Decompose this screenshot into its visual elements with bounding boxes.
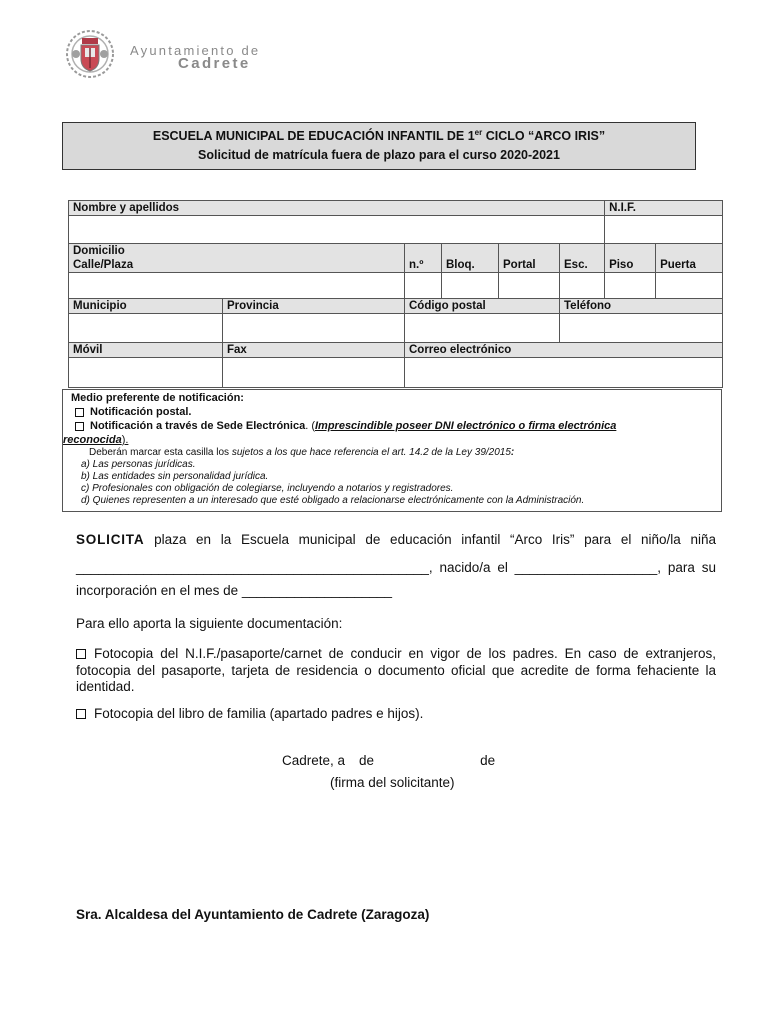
date-line: Cadrete, a de de xyxy=(282,753,496,768)
municipio-label: Municipio xyxy=(69,299,223,314)
municipio-field[interactable] xyxy=(69,314,223,343)
notification-item-c: c) Profesionales con obligación de colegiarse, incluyendo a notarios y registradores. xyxy=(81,483,454,494)
provincia-label: Provincia xyxy=(223,299,405,314)
checkbox-icon[interactable] xyxy=(76,709,86,719)
notification-box xyxy=(62,389,722,512)
recipient-line: Sra. Alcaldesa del Ayuntamiento de Cadrete (Zaragoza) xyxy=(76,907,430,922)
solicita-paragraph: SOLICITA plaza en la Escuela municipal de educación infantil “Arco Iris” para el niño/la niña xyxy=(76,532,716,547)
org-name-line2: Cadrete xyxy=(178,55,251,72)
provincia-field[interactable] xyxy=(223,314,405,343)
piso-field[interactable] xyxy=(605,273,656,299)
telefono-field[interactable] xyxy=(560,314,723,343)
cp-field[interactable] xyxy=(405,314,560,343)
correo-field[interactable] xyxy=(405,358,723,388)
child-name-birthdate-line[interactable]: _______________________________________________, nacido/a el ___________________, para su xyxy=(76,560,716,575)
applicant-form-table xyxy=(68,200,723,388)
notification-option-electronic-cont: reconocida). xyxy=(63,434,129,446)
org-name-line1: Ayuntamiento de xyxy=(130,43,261,58)
title-line1: ESCUELA MUNICIPAL DE EDUCACIÓN INFANTIL DE 1er CICLO “ARCO IRIS” xyxy=(152,127,606,143)
title-box xyxy=(62,122,696,170)
checkbox-icon[interactable] xyxy=(75,408,84,417)
notification-item-d: d) Quienes representen a un interesado que esté obligado a relacionarse electrónicamente con la Administración. xyxy=(81,495,585,506)
document-item-nif: Fotocopia del N.I.F./pasaporte/carnet de conducir en vigor de los padres. En caso de extranjeros, fotocopia del pasaporte, tarjeta de residencia o documento oficial que acredite de forma fehaciente la identidad. xyxy=(76,646,716,694)
puerta-field[interactable] xyxy=(656,273,723,299)
notification-title: Medio preferente de notificación: xyxy=(71,392,244,404)
nif-label: N.I.F. xyxy=(605,201,723,216)
notification-intro: Deberán marcar esta casilla los sujetos a los que hace referencia el art. 14.2 de la Ley 39/2015: xyxy=(89,447,515,458)
portal-label: Portal xyxy=(499,244,560,273)
bloq-field[interactable] xyxy=(442,273,499,299)
document-item-libro-familia: Fotocopia del libro de familia (apartado padres e hijos). xyxy=(76,706,423,721)
correo-label: Correo electrónico xyxy=(405,343,723,358)
notification-item-a: a) Las personas jurídicas. xyxy=(81,459,196,470)
checkbox-icon[interactable] xyxy=(75,422,84,431)
coat-of-arms-logo xyxy=(64,28,120,80)
numero-label: n.º xyxy=(405,244,442,273)
bloq-label: Bloq. xyxy=(442,244,499,273)
domicilio-label: Domicilio Calle/Plaza xyxy=(69,244,405,273)
calle-field[interactable] xyxy=(69,273,405,299)
portal-field[interactable] xyxy=(499,273,560,299)
fax-field[interactable] xyxy=(223,358,405,388)
signature-label: (firma del solicitante) xyxy=(330,775,455,790)
checkbox-icon[interactable] xyxy=(76,649,86,659)
movil-field[interactable] xyxy=(69,358,223,388)
nombre-field[interactable] xyxy=(69,216,605,244)
title-line2: Solicitud de matrícula fuera de plazo para el curso 2020-2021 xyxy=(198,148,560,162)
telefono-label: Teléfono xyxy=(560,299,723,314)
cp-label: Código postal xyxy=(405,299,560,314)
notification-option-electronic[interactable]: Notificación a través de Sede Electrónica . ( Imprescindible poseer DNI electrónico o firma electrónica xyxy=(75,419,721,433)
esc-label: Esc. xyxy=(560,244,605,273)
fax-label: Fax xyxy=(223,343,405,358)
numero-field[interactable] xyxy=(405,273,442,299)
esc-field[interactable] xyxy=(560,273,605,299)
puerta-label: Puerta xyxy=(656,244,723,273)
incorporation-month-line[interactable]: incorporación en el mes de ____________________ xyxy=(76,583,393,598)
movil-label: Móvil xyxy=(69,343,223,358)
notification-option-postal[interactable]: Notificación postal. xyxy=(75,405,721,419)
piso-label: Piso xyxy=(605,244,656,273)
documents-intro: Para ello aporta la siguiente documentación: xyxy=(76,616,343,631)
nombre-label: Nombre y apellidos xyxy=(69,201,605,216)
notification-item-b: b) Las entidades sin personalidad jurídica. xyxy=(81,471,269,482)
nif-field[interactable] xyxy=(605,216,723,244)
